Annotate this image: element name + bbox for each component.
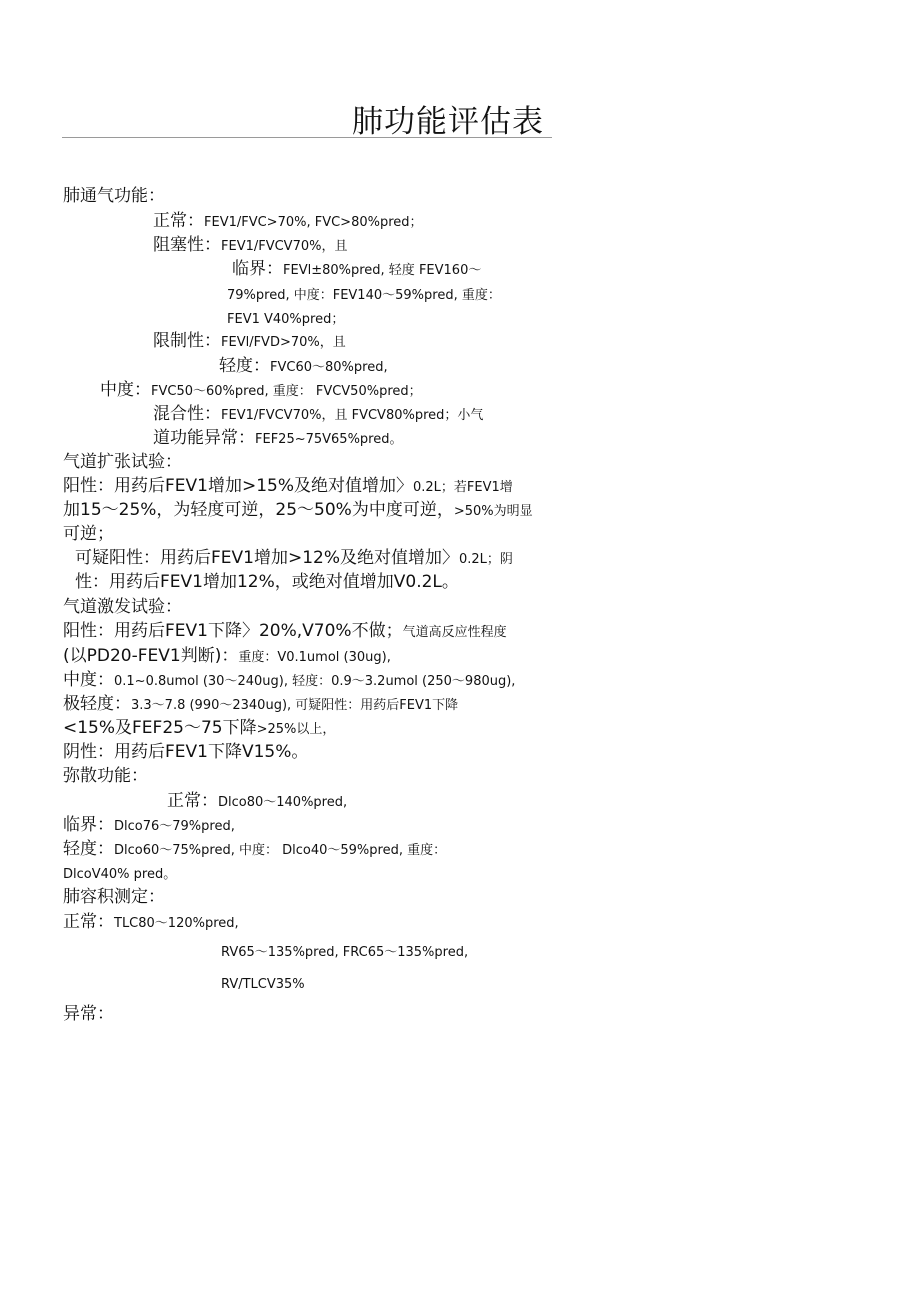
section-heading-bronchodilation: 气道扩张试验： xyxy=(63,452,182,472)
bronchodilation-positive-line-2: 加15〜25%，为轻度可逆，25〜50%为中度可逆，>50%为明显 xyxy=(63,500,533,520)
diffusion-borderline-line: 临界：Dlco76〜79%pred, xyxy=(63,815,235,835)
small-airway-line: 道功能异常：FEF25~75V65%pred。 xyxy=(153,428,403,448)
diffusion-grade-line: 轻度：Dlco60〜75%pred, 中度： Dlco40〜59%pred, 重度： xyxy=(63,839,447,859)
lung-volume-abnormal-line: 异常： xyxy=(63,1004,114,1024)
bronchodilation-suspect-line-1: 可疑阳性：用药后FEV1增加>12%及绝对值增加〉0.2L；阴 xyxy=(75,548,513,568)
obstructive-grade-line-3: FEV1 V40%pred； xyxy=(227,312,345,327)
provocation-severe-line: (以PD20-FEV1判断)：重度：V0.1umol (30ug), xyxy=(63,646,391,666)
obstructive-grade-line-1: 临界：FEVl±80%pred, 轻度 FEV160〜 xyxy=(232,259,482,279)
bronchodilation-positive-line-3: 可逆； xyxy=(63,524,114,544)
section-heading-diffusion: 弥散功能： xyxy=(63,766,148,786)
provocation-positive-line: 阳性：用药后FEV1下降〉20%,V70%不做；气道高反应性程度 xyxy=(63,621,507,641)
provocation-suspect-line: <15%及FEF25〜75下降>25%以上， xyxy=(63,718,336,738)
ventilation-normal-line: 正常：FEV1/FVC>70%, FVC>80%pred； xyxy=(153,211,423,231)
page-title: 肺功能评估表 xyxy=(352,104,544,140)
section-heading-ventilation: 肺通气功能： xyxy=(63,186,165,206)
diffusion-normal-line: 正常：Dlco80〜140%pred, xyxy=(167,791,348,811)
diffusion-severe-line: DlcoV40% pred。 xyxy=(63,867,177,882)
lung-volume-rv-tlc-line: RV/TLCV35% xyxy=(221,977,305,992)
provocation-moderate-line: 中度：0.1~0.8umol (30〜240ug), 轻度：0.9〜3.2umol (250〜980ug), xyxy=(63,670,516,690)
bronchodilation-suspect-line-2: 性：用药后FEV1增加12%，或绝对值增加V0.2L。 xyxy=(75,572,459,592)
provocation-negative-line: 阴性：用药后FEV1下降V15%。 xyxy=(63,742,309,762)
restrictive-moderate-line: 中度：FVC50〜60%pred, 重度： FVCV50%pred； xyxy=(100,380,422,400)
ventilation-restrictive-line: 限制性：FEVl/FVD>70%，且 xyxy=(153,331,346,351)
restrictive-mild-line: 轻度：FVC60〜80%pred, xyxy=(219,356,388,376)
provocation-very-mild-line: 极轻度：3.3〜7.8 (990〜2340ug), 可疑阳性：用药后FEV1下降 xyxy=(63,694,459,714)
section-heading-lung-volume: 肺容积测定： xyxy=(63,887,165,907)
lung-volume-normal-line: 正常：TLC80〜120%pred, xyxy=(63,912,239,932)
title-divider xyxy=(62,137,552,138)
ventilation-obstructive-line: 阻塞性：FEV1/FVCV70%，且 xyxy=(153,235,348,255)
bronchodilation-positive-line-1: 阳性：用药后FEV1增加>15%及绝对值增加〉0.2L；若FEV1增 xyxy=(63,476,513,496)
ventilation-mixed-line: 混合性：FEV1/FVCV70%，且 FVCV80%pred；小气 xyxy=(153,404,484,424)
section-heading-provocation: 气道激发试验： xyxy=(63,597,182,617)
obstructive-grade-line-2: 79%pred, 中度：FEV140〜59%pred, 重度： xyxy=(227,288,501,303)
lung-volume-rv-frc-line: RV65〜135%pred, FRC65〜135%pred, xyxy=(221,945,469,960)
